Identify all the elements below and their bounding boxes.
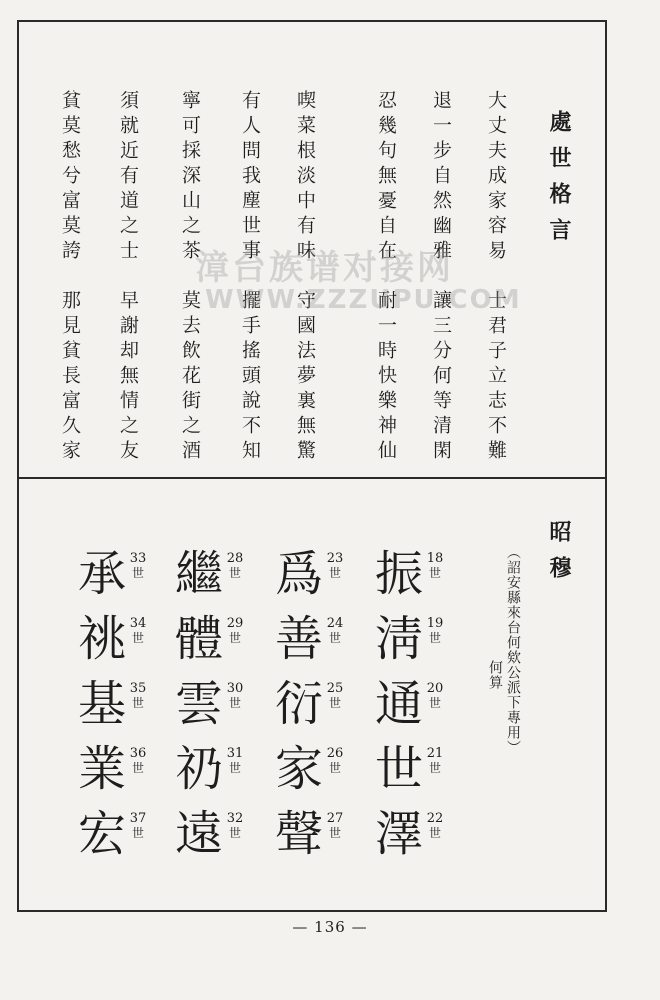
generation-number-suffix: 世 bbox=[131, 566, 144, 580]
generation-number-digits: 24 bbox=[326, 616, 344, 631]
generation-number-suffix: 世 bbox=[228, 761, 241, 775]
generation-number-suffix: 世 bbox=[428, 566, 441, 580]
generation-character: 振 bbox=[374, 546, 423, 602]
generation-character: 世 bbox=[374, 741, 423, 797]
generation-number bbox=[426, 812, 444, 840]
generation-number bbox=[326, 617, 344, 645]
generation-number bbox=[226, 682, 244, 710]
generation-number-digits: 18 bbox=[426, 551, 444, 566]
generation-number-suffix: 世 bbox=[428, 696, 441, 710]
generation-number-digits: 22 bbox=[426, 811, 444, 826]
generation-number-digits: 33 bbox=[129, 551, 147, 566]
generation-number-suffix: 世 bbox=[131, 826, 144, 840]
maxim-column-7: 須就近有道之士 早謝却無情之友 bbox=[117, 90, 139, 465]
maxim-column-2: 退一步自然幽雅 讓三分何等清閑 bbox=[430, 90, 452, 465]
maxim-column-6: 寧可採深山之茶 莫去飲花街之酒 bbox=[179, 90, 201, 465]
generation-number-digits: 26 bbox=[326, 746, 344, 761]
generation-number bbox=[226, 747, 244, 775]
generation-character: 衍 bbox=[274, 676, 323, 732]
generation-number bbox=[129, 552, 147, 580]
maxim-column-8: 貧莫愁兮富莫誇 那見貧長富久家 bbox=[59, 90, 81, 465]
generation-character: 基 bbox=[77, 676, 126, 732]
generation-number-digits: 34 bbox=[129, 616, 147, 631]
generation-number bbox=[129, 812, 147, 840]
generation-number-suffix: 世 bbox=[328, 826, 341, 840]
generation-number-digits: 23 bbox=[326, 551, 344, 566]
generation-number-suffix: 世 bbox=[228, 826, 241, 840]
generation-number bbox=[326, 552, 344, 580]
generation-number-digits: 36 bbox=[129, 746, 147, 761]
generation-note: （詔安縣來台何欸公派下專用） bbox=[505, 545, 521, 755]
generation-character: 聲 bbox=[274, 806, 323, 862]
generation-character: 業 bbox=[77, 741, 126, 797]
generation-number-suffix: 世 bbox=[131, 761, 144, 775]
generation-number-digits: 20 bbox=[426, 681, 444, 696]
generation-number bbox=[129, 682, 147, 710]
generation-character: 祧 bbox=[77, 611, 126, 667]
generation-number bbox=[426, 682, 444, 710]
generation-number-digits: 31 bbox=[226, 746, 244, 761]
maxim-column-4: 喫菜根淡中有味 守國法夢裏無驚 bbox=[294, 90, 316, 465]
generation-character: 通 bbox=[374, 676, 423, 732]
generation-number bbox=[226, 617, 244, 645]
generation-character: 雲 bbox=[174, 676, 223, 732]
generation-number-suffix: 世 bbox=[131, 631, 144, 645]
section-divider bbox=[17, 477, 607, 479]
maxim-column-3: 忍幾句無憂自在 耐一時快樂神仙 bbox=[375, 90, 397, 465]
generation-number-suffix: 世 bbox=[328, 761, 341, 775]
generation-number-digits: 21 bbox=[426, 746, 444, 761]
generation-number-suffix: 世 bbox=[228, 631, 241, 645]
watermark-text: 漳台族谱对接网 bbox=[195, 248, 454, 288]
maxim-column-1: 大丈夫成家容易 士君子立志不難 bbox=[485, 90, 507, 465]
generation-number bbox=[326, 682, 344, 710]
generation-character: 澤 bbox=[374, 806, 423, 862]
generation-character: 承 bbox=[77, 546, 126, 602]
generation-character: 善 bbox=[274, 611, 323, 667]
generation-number-digits: 29 bbox=[226, 616, 244, 631]
generation-number-suffix: 世 bbox=[328, 566, 341, 580]
generation-number-suffix: 世 bbox=[428, 631, 441, 645]
generation-character: 繼 bbox=[174, 546, 223, 602]
generation-character: 家 bbox=[274, 741, 323, 797]
generation-number-digits: 25 bbox=[326, 681, 344, 696]
generation-number bbox=[129, 617, 147, 645]
generation-number-digits: 32 bbox=[226, 811, 244, 826]
generation-character: 爲 bbox=[274, 546, 323, 602]
generation-character: 體 bbox=[174, 611, 223, 667]
generation-number bbox=[426, 747, 444, 775]
generation-character: 淸 bbox=[374, 611, 423, 667]
generation-number-suffix: 世 bbox=[228, 696, 241, 710]
generation-number-digits: 19 bbox=[426, 616, 444, 631]
generation-character: 礽 bbox=[174, 741, 223, 797]
generation-title: 昭穆 bbox=[546, 520, 572, 592]
generation-character: 遠 bbox=[174, 806, 223, 862]
generation-number bbox=[129, 747, 147, 775]
generation-number bbox=[226, 552, 244, 580]
generation-number bbox=[226, 812, 244, 840]
generation-number-suffix: 世 bbox=[428, 761, 441, 775]
generation-number-suffix: 世 bbox=[328, 631, 341, 645]
generation-number bbox=[426, 552, 444, 580]
generation-number bbox=[326, 812, 344, 840]
page-number: — 136 — bbox=[292, 918, 368, 936]
watermark-url: WWW.ZZZUPU.COM bbox=[205, 285, 522, 315]
generation-number-suffix: 世 bbox=[228, 566, 241, 580]
generation-number-digits: 35 bbox=[129, 681, 147, 696]
maxims-title: 處世格言 bbox=[546, 110, 572, 254]
generation-number-digits: 28 bbox=[226, 551, 244, 566]
generation-character: 宏 bbox=[77, 806, 126, 862]
generation-note-2: 何算 bbox=[487, 660, 503, 690]
generation-number-suffix: 世 bbox=[131, 696, 144, 710]
generation-number bbox=[326, 747, 344, 775]
maxim-column-5: 有人問我塵世事 擺手搖頭說不知 bbox=[239, 90, 261, 465]
generation-number bbox=[426, 617, 444, 645]
generation-number-digits: 37 bbox=[129, 811, 147, 826]
generation-number-suffix: 世 bbox=[428, 826, 441, 840]
generation-number-digits: 27 bbox=[326, 811, 344, 826]
generation-number-digits: 30 bbox=[226, 681, 244, 696]
generation-number-suffix: 世 bbox=[328, 696, 341, 710]
